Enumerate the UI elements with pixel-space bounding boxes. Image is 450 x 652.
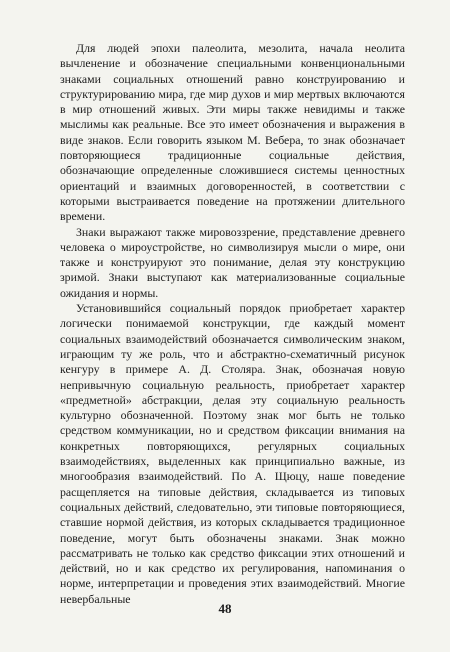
paragraph-2: Знаки выражают также мировоззрение, представление древнего человека о мироустройстве, но символизируя мысли о мире, они также и конструируют это понимание, делая эту конструкцию зримой. Знаки выступают как материализованные социальные ожидания и нормы. — [60, 224, 405, 300]
page-number: 48 — [218, 601, 232, 616]
paragraph-3: Установившийся социальный порядок приобретает характер логически понимаемой конструкции, где каждый момент социальных взаимодействий обозначается символическим знаком, играющим ту же роль, что и абстрактно-схематичный рисунок кенгуру в примере А. Д. Столяра. Знак, обозначая новую непривычную социальную реальность, приобретает характер «предметной» абстракции, делая эту социальную реальность культурно обозначенной. Поэтому знак мог быть не только средством коммуникации, но и средством фиксации внимания на конкретных повторяющихся, регулярных социальных взаимодействиях, выделенных как принципиально важные, из многообразия взаимодействий. По А. Щюцу, наше поведение расщепляется на типовые действия, складывается из типовых социальных действий, следовательно, эти типовые повторяющиеся, ставшие нормой действия, из которых складывается традиционное поведение, могут быть обозначены знаками. Знак можно рассматривать не только как средство фиксации этих отношений и действий, но и как средство их регулирования, напоминания о норме, интерпретации и проведения этих взаимодействий. Многие невербальные — [60, 301, 405, 606]
paragraph-1: Для людей эпохи палеолита, мезолита, начала неолита вычленение и обозначение специальными конвенциональными знаками социальных отношений равно конструированию и структурированию мира, где мир духов и мир мертвых включаются в мир отношений живых. Эти миры также невидимы и также мыслимы как реальные. Все это имеет обозначения и выражения в виде знаков. Если говорить языком М. Вебера, то знак обозначает повторяющиеся традиционные социальные действия, обозначающие определенные сложившиеся системы ценностных ориентаций и взаимных договоренностей, в соответствии с которыми выстраивается поведение на протяжении длительного времени. — [60, 41, 405, 224]
body-text — [60, 41, 405, 607]
